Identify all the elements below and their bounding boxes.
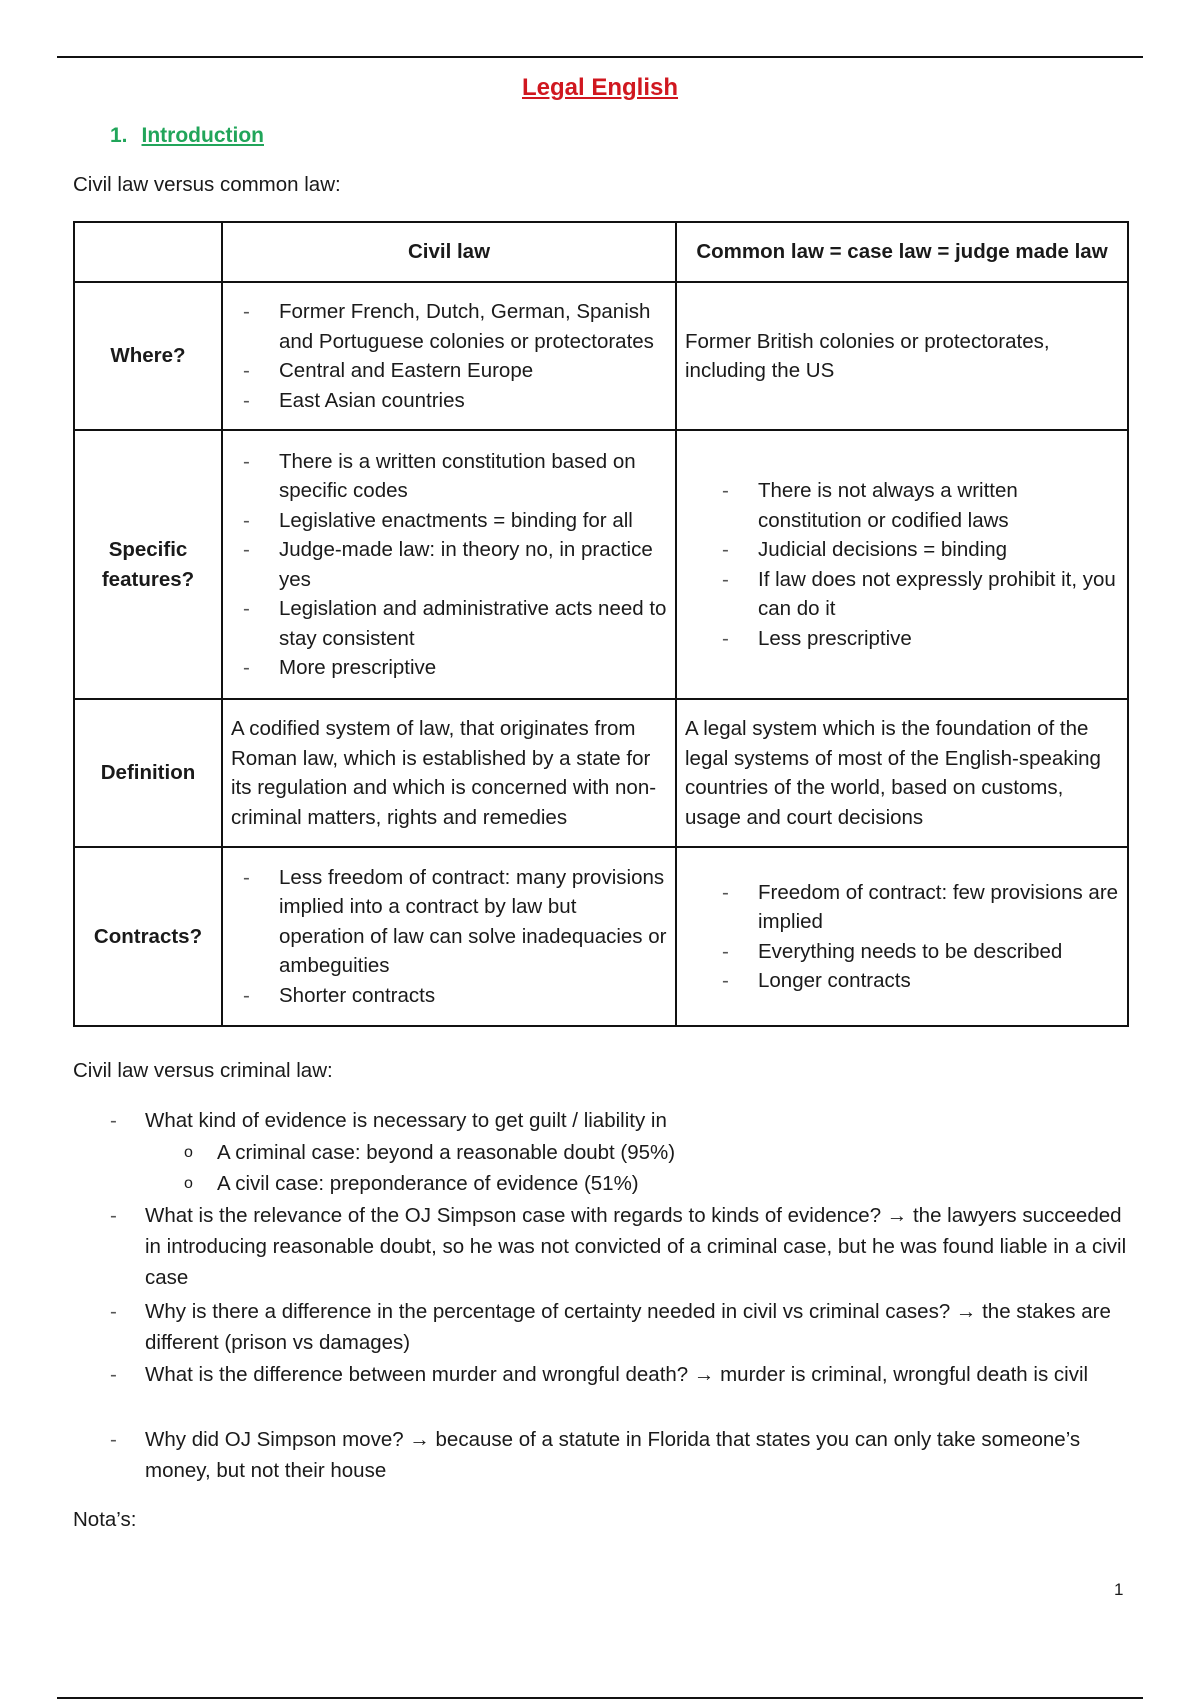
section-title: Introduction — [141, 124, 264, 147]
bullet-text: What is the difference between murder and wrongful death? → murder is criminal, wrongful death is civil — [145, 1363, 1089, 1386]
table-row — [74, 430, 1128, 699]
header-civil-law: Civil law — [222, 222, 676, 282]
bullet-text: Why did OJ Simpson move? → because of a statute in Florida that states you can only take someone’s money, but not their house — [145, 1428, 1081, 1482]
list-item: - Freedom of contract: few provisions are implied — [758, 878, 1119, 937]
bullet-item: - What kind of evidence is necessary to get guilt / liability in — [110, 1109, 667, 1132]
page-number: 1 — [1114, 1580, 1124, 1599]
list-item: - Former French, Dutch, German, Spanish and Portuguese colonies or protectorates — [279, 297, 667, 356]
table-row — [74, 699, 1128, 847]
list-item: - More prescriptive — [279, 653, 667, 683]
table-row — [74, 282, 1128, 430]
bullet-item: - What is the relevance of the OJ Simpson case with regards to kinds of evidence? → the lawyers succeeded in introducing reasonable doubt, so he was not convicted of a criminal case, but he was found liable in a civil case — [110, 1204, 1127, 1289]
list-item: - East Asian countries — [279, 386, 667, 416]
header-common-law: Common law = case law = judge made law — [676, 222, 1128, 282]
section-number: 1. — [110, 124, 128, 147]
list-item: - If law does not expressly prohibit it, you can do it — [758, 565, 1119, 624]
list-item: - Judge-made law: in theory no, in practice yes — [279, 535, 667, 594]
list-item: - There is a written constitution based on specific codes — [279, 447, 667, 506]
bullet-text: What is the relevance of the OJ Simpson case with regards to kinds of evidence? → the lawyers succeeded in introducing reasonable doubt, so he was not convicted of a criminal case, but he was found liable in a civil case — [145, 1204, 1127, 1289]
bottom-rule — [57, 1697, 1143, 1699]
bullet-text: Why is there a difference in the percentage of certainty needed in civil vs criminal cases? → the stakes are different (prison vs damages) — [145, 1300, 1111, 1354]
circle-bullet-icon: o — [184, 1175, 193, 1192]
civil-cell — [222, 847, 676, 1026]
circle-bullet-icon: o — [184, 1144, 193, 1161]
list-item: - Less prescriptive — [758, 624, 1119, 654]
sub-bullet-text: A criminal case: beyond a reasonable doubt (95%) — [217, 1141, 676, 1164]
sub-bullet-item — [184, 1168, 639, 1199]
bullet-item: - Why did OJ Simpson move? → because of a statute in Florida that states you can only take someone’s money, but not their house — [110, 1428, 1081, 1482]
civil-cell: A codified system of law, that originates from Roman law, which is established by a state for its regulation and which is concerned with non-criminal matters, rights and remedies — [222, 699, 676, 847]
row-label: Contracts? — [74, 847, 222, 1026]
list-item: - Longer contracts — [758, 966, 1119, 996]
list-item: - There is not always a written constitution or codified laws — [758, 476, 1119, 535]
civil-cell — [222, 282, 676, 430]
list-item: - Central and Eastern Europe — [279, 356, 667, 386]
list-item: - Judicial decisions = binding — [758, 535, 1119, 565]
row-label: Specific features? — [74, 430, 222, 699]
sub-bullet-item — [184, 1137, 676, 1168]
document-title: Legal English — [521, 74, 679, 101]
bullet-text: What kind of evidence is necessary to get guilt / liability in — [145, 1109, 667, 1132]
row-label: Where? — [74, 282, 222, 430]
notas-label: Nota’s: — [73, 1508, 137, 1531]
intro-text: Civil law versus common law: — [73, 173, 341, 196]
sub-bullet-text: A civil case: preponderance of evidence (51%) — [217, 1172, 639, 1195]
table-header-row — [74, 222, 1128, 282]
list-item: - Legislative enactments = binding for all — [279, 506, 667, 536]
civil-cell — [222, 430, 676, 699]
common-cell: A legal system which is the foundation of the legal systems of most of the English-speaking countries of the world, based on customs, usage and court decisions — [676, 699, 1128, 847]
common-cell: Former British colonies or protectorates, including the US — [676, 282, 1128, 430]
bullet-item: - Why is there a difference in the percentage of certainty needed in civil vs criminal cases? → the stakes are different (prison vs damages) — [110, 1300, 1111, 1354]
list-item: - Shorter contracts — [279, 981, 667, 1011]
top-rule — [57, 56, 1143, 58]
comparison-table — [73, 221, 1129, 1027]
bullet-item: - What is the difference between murder and wrongful death? → murder is criminal, wrongful death is civil — [110, 1363, 1089, 1386]
criminal-heading: Civil law versus criminal law: — [73, 1059, 333, 1082]
common-cell — [676, 847, 1128, 1026]
list-item: - Legislation and administrative acts need to stay consistent — [279, 594, 667, 653]
section-heading — [110, 124, 264, 148]
common-cell — [676, 430, 1128, 699]
table-row — [74, 847, 1128, 1026]
row-label: Definition — [74, 699, 222, 847]
list-item: - Everything needs to be described — [758, 937, 1119, 967]
header-empty — [74, 222, 222, 282]
list-item: - Less freedom of contract: many provisions implied into a contract by law but operation of law can solve inadequacies or ambeguities — [279, 863, 667, 981]
